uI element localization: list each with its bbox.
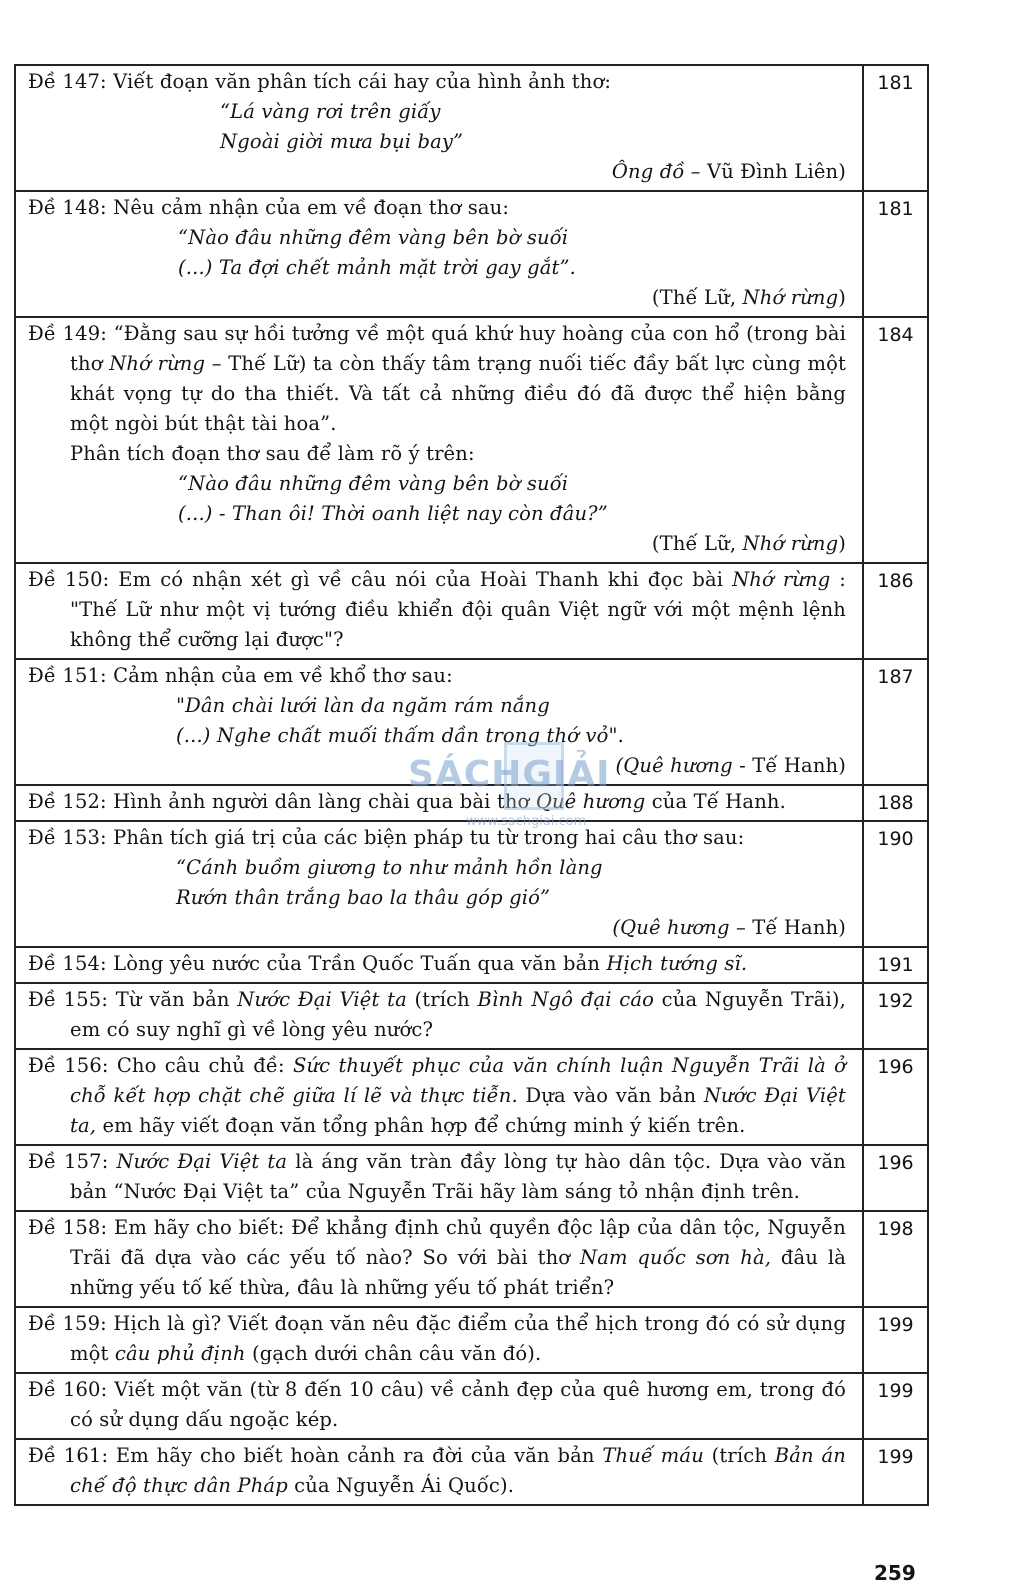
toc-row xyxy=(15,1439,928,1505)
poem-line xyxy=(28,691,846,721)
toc-row xyxy=(15,1211,928,1307)
toc-page-number: 187 xyxy=(863,659,928,785)
text-segment: Đề 156: Cho câu chủ đề: xyxy=(28,1054,293,1077)
text-segment: (...) - Than ôi! Thời oanh liệt nay còn đâu?” xyxy=(178,502,608,525)
toc-row xyxy=(15,947,928,983)
toc-entry-text xyxy=(15,1211,863,1307)
text-segment: – Vũ Đình Liên) xyxy=(684,160,846,183)
text-segment: – Tế Hanh) xyxy=(729,916,846,939)
prompt-text xyxy=(28,319,846,439)
poem-line xyxy=(28,97,846,127)
toc-page-number: 199 xyxy=(863,1373,928,1439)
poem-line xyxy=(28,469,846,499)
toc-page-number: 198 xyxy=(863,1211,928,1307)
poem-line xyxy=(28,253,846,283)
text-segment: Đề 153: Phân tích giá trị của các biện pháp tu từ trong hai câu thơ sau: xyxy=(28,826,745,849)
text-segment: ) xyxy=(838,532,846,555)
text-segment: đâu là những yếu tố kế thừa, đâu là những yếu tố phát triển? xyxy=(70,1246,846,1299)
text-segment: (Quê hương xyxy=(615,754,733,777)
source-citation xyxy=(28,751,846,781)
text-segment: của Tế Hanh. xyxy=(645,790,786,813)
toc-page-number: 184 xyxy=(863,317,928,563)
text-segment: Đề 155: Từ văn bản xyxy=(28,988,238,1011)
toc-row xyxy=(15,1307,928,1373)
text-segment: Đề 160: Viết một văn (từ 8 đến 10 câu) về cảnh đẹp của quê hương em, trong đó có sử dụng dấu ngoặc kép. xyxy=(28,1378,846,1431)
poem-line xyxy=(28,223,846,253)
text-segment: là áng văn tràn đầy lòng tự hào dân tộc. Dựa vào văn bản “Nước Đại Việt ta” của Nguyễn Trãi hãy làm sáng tỏ nhận định trên. xyxy=(70,1150,847,1203)
toc-entry-text xyxy=(15,947,863,983)
toc-page-number: 181 xyxy=(863,191,928,317)
toc-entry-text xyxy=(15,1439,863,1505)
text-segment: Bình Ngô đại cáo xyxy=(477,988,655,1011)
text-segment: (Quê hương xyxy=(612,916,730,939)
text-segment: Đề 148: Nêu cảm nhận của em về đoạn thơ sau: xyxy=(28,196,510,219)
text-segment: Đề 158: Em hãy cho biết: Để khẳng định chủ quyền độc lập của dân tộc, Nguyễn Trãi đã dựa vào các yếu tố nào? So với bài thơ xyxy=(28,1216,846,1269)
toc-entry-text xyxy=(15,785,863,821)
text-segment: (...) Nghe chất muối thấm dần trong thớ vỏ". xyxy=(176,724,624,747)
poem-line xyxy=(28,127,846,157)
text-segment: ) xyxy=(838,286,846,309)
toc-page-number: 181 xyxy=(863,65,928,191)
toc-row xyxy=(15,1373,928,1439)
text-segment: (gạch dưới chân câu văn đó). xyxy=(245,1342,542,1365)
text-segment: “Cánh buồm giương to như mảnh hồn làng xyxy=(176,856,603,879)
text-segment: Đề 151: Cảm nhận của em về khổ thơ sau: xyxy=(28,664,453,687)
text-segment: Đề 149: “Đằng sau sự hồi tưởng về một quá khứ huy hoàng của con hổ (trong bài thơ xyxy=(28,322,846,375)
source-citation xyxy=(28,283,846,313)
text-segment: (Thế Lữ, xyxy=(651,286,743,309)
toc-row xyxy=(15,983,928,1049)
text-segment: Thuế máu xyxy=(602,1444,704,1467)
prompt-text xyxy=(28,67,846,97)
toc-page-number: 199 xyxy=(863,1307,928,1373)
text-segment: Nước Đại Việt ta, xyxy=(70,1084,846,1137)
text-segment: Đề 154: Lòng yêu nước của Trần Quốc Tuấn qua văn bản xyxy=(28,952,607,975)
text-segment: (...) Ta đợi chết mảnh mặt trời gay gắt”. xyxy=(178,256,576,279)
text-segment: (trích xyxy=(406,988,478,1011)
toc-entry-text xyxy=(15,1373,863,1439)
prompt-text xyxy=(28,1375,846,1435)
text-segment: Nhớ rừng xyxy=(109,352,206,375)
source-citation xyxy=(28,157,846,187)
text-segment: Rướn thân trắng bao la thâu góp gió” xyxy=(176,886,551,909)
prompt-text xyxy=(28,193,846,223)
prompt-text xyxy=(28,661,846,691)
prompt-text xyxy=(28,1309,846,1369)
text-segment: Nhớ rừng xyxy=(742,532,839,555)
text-segment: “Nào đâu những đêm vàng bên bờ suối xyxy=(178,226,569,249)
prompt-text xyxy=(28,949,846,979)
prompt-text xyxy=(28,439,846,469)
toc-page-number: 199 xyxy=(863,1439,928,1505)
text-segment: “Nào đâu những đêm vàng bên bờ suối xyxy=(178,472,569,495)
prompt-text xyxy=(28,1147,846,1207)
toc-page-number: 192 xyxy=(863,983,928,1049)
text-segment: (trích xyxy=(703,1444,775,1467)
toc-row xyxy=(15,1145,928,1211)
prompt-text xyxy=(28,1051,846,1141)
text-segment: Đề 150: Em có nhận xét gì về câu nói của Hoài Thanh khi đọc bài xyxy=(28,568,733,591)
poem-line xyxy=(28,499,846,529)
toc-entry-text xyxy=(15,659,863,785)
text-segment: - Tế Hanh) xyxy=(732,754,846,777)
prompt-text xyxy=(28,787,846,817)
text-segment: Đề 159: Hịch là gì? Viết đoạn văn nêu đặc điểm của thể hịch trong đó có sử dụng một xyxy=(28,1312,846,1365)
text-segment: Quê hương xyxy=(535,790,646,813)
text-segment: Hịch tướng sĩ. xyxy=(606,952,748,975)
poem-line xyxy=(28,883,846,913)
text-segment: của Nguyễn Trãi), em có suy nghĩ gì về lòng yêu nước? xyxy=(70,988,846,1041)
source-citation xyxy=(28,529,846,559)
text-segment: Nam quốc sơn hà, xyxy=(579,1246,772,1269)
toc-entry-text xyxy=(15,191,863,317)
prompt-text xyxy=(28,823,846,853)
toc-page-number: 188 xyxy=(863,785,928,821)
text-segment: Ông đồ xyxy=(611,160,685,183)
text-segment: Sức thuyết phục của văn chính luận Nguyễn Trãi là ở chỗ kết hợp chặt chẽ giữa lí lẽ và thực tiễn. xyxy=(70,1054,846,1107)
text-segment: Nước Đại Việt ta xyxy=(116,1150,288,1173)
toc-row xyxy=(15,659,928,785)
page-number: 259 xyxy=(874,1561,916,1585)
text-segment: – Thế Lữ) ta còn thấy tâm trạng nuối tiếc đầy bất lực cùng một khát vọng tự do tha thiết. Và tất cả những điều đó đã được thể hiện bằng một ngòi bút thật tài hoa”. xyxy=(70,352,847,435)
toc-page-number: 196 xyxy=(863,1049,928,1145)
toc-entry-text xyxy=(15,983,863,1049)
prompt-text xyxy=(28,1213,846,1303)
text-segment: "Dân chài lưới làn da ngăm rám nắng xyxy=(176,694,550,717)
toc-entry-text xyxy=(15,1145,863,1211)
text-segment: Đề 157: xyxy=(28,1150,117,1173)
text-segment: Ngoài giời mưa bụi bay” xyxy=(220,130,464,153)
text-segment: câu phủ định xyxy=(114,1342,246,1365)
toc-page-number: 196 xyxy=(863,1145,928,1211)
text-segment: “Lá vàng rơi trên giấy xyxy=(220,100,441,123)
toc-row xyxy=(15,317,928,563)
prompt-text xyxy=(28,985,846,1045)
prompt-text xyxy=(28,565,846,655)
toc-row xyxy=(15,191,928,317)
toc-entry-text xyxy=(15,1307,863,1373)
toc-entry-text xyxy=(15,1049,863,1145)
text-segment: Đề 152: Hình ảnh người dân làng chài qua bài thơ xyxy=(28,790,536,813)
text-segment: của Nguyễn Ái Quốc). xyxy=(287,1474,515,1497)
toc-row xyxy=(15,785,928,821)
toc-entry-text xyxy=(15,65,863,191)
poem-line xyxy=(28,853,846,883)
toc-entry-text xyxy=(15,317,863,563)
text-segment: Nhớ rừng xyxy=(732,568,831,591)
toc-row xyxy=(15,65,928,191)
text-segment: em hãy viết đoạn văn tổng phân hợp để chứng minh ý kiến trên. xyxy=(96,1114,746,1137)
source-citation xyxy=(28,913,846,943)
toc-page-number: 186 xyxy=(863,563,928,659)
watermark-brand: SÁCHGIẢI xyxy=(408,754,611,795)
poem-line xyxy=(28,721,846,751)
text-segment: Nước Đại Việt ta xyxy=(237,988,407,1011)
text-segment: Nhớ rừng xyxy=(742,286,839,309)
text-segment: Dựa vào văn bản xyxy=(517,1084,704,1107)
toc-row xyxy=(15,563,928,659)
text-segment: (Thế Lữ, xyxy=(651,532,743,555)
text-segment: Đề 161: Em hãy cho biết hoàn cảnh ra đời của văn bản xyxy=(28,1444,603,1467)
toc-row xyxy=(15,1049,928,1145)
text-segment: : "Thế Lữ như một vị tướng điều khiển đội quân Việt ngữ với một mệnh lệnh không thể cưỡng lại được"? xyxy=(70,568,847,651)
toc-row xyxy=(15,821,928,947)
toc-entry-text xyxy=(15,821,863,947)
watermark-url: www.sachgiai.com xyxy=(466,814,587,829)
table-of-contents xyxy=(14,64,929,1506)
toc-entry-text xyxy=(15,563,863,659)
text-segment: Đề 147: Viết đoạn văn phân tích cái hay của hình ảnh thơ: xyxy=(28,70,612,93)
text-segment: Phân tích đoạn thơ sau để làm rõ ý trên: xyxy=(70,442,475,465)
prompt-text xyxy=(28,1441,846,1501)
toc-page-number: 191 xyxy=(863,947,928,983)
toc-page-number: 190 xyxy=(863,821,928,947)
text-segment: Bản án chế độ thực dân Pháp xyxy=(70,1444,846,1497)
